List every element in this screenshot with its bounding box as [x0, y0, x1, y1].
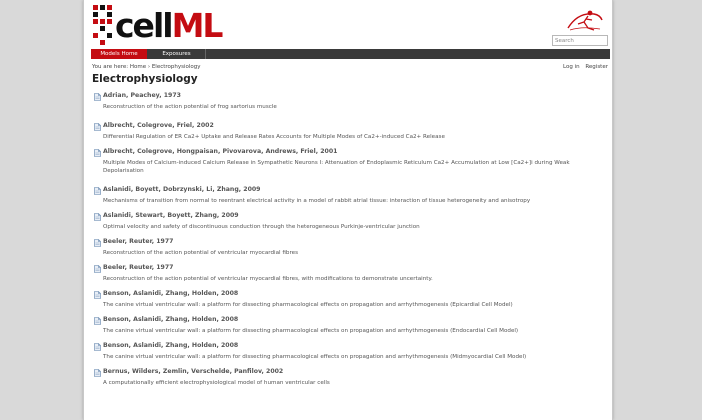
list-item [92, 264, 608, 283]
document-icon [94, 343, 101, 351]
model-title-link[interactable]: Aslanidi, Boyett, Dobrzynski, Li, Zhang, 2009 [103, 186, 261, 193]
model-title-link[interactable]: Beeler, Reuter, 1977 [103, 238, 174, 245]
model-description: Differential Regulation of ER Ca2+ Uptake and Release Rates Accounts for Multiple Modes of Ca2+-induced Ca2+ Release [103, 134, 445, 140]
list-item [92, 186, 608, 205]
list-item [92, 290, 608, 309]
model-title-link[interactable]: Bernus, Wilders, Zemlin, Verschelde, Panfilov, 2002 [103, 368, 284, 375]
document-icon [94, 265, 101, 273]
model-title-link[interactable]: Benson, Aslanidi, Zhang, Holden, 2008 [103, 342, 239, 349]
model-description: Mechanisms of transition from normal to reentrant electrical activity in a model of rabbit atrial tissue: interaction of tissue heterogeneity and anisotropy [103, 198, 531, 204]
list-item [92, 212, 608, 231]
model-description: Reconstruction of the action potential of ventricular myocardial fibres, with modifications to demonstrate uncertainty. [103, 276, 433, 282]
document-icon [94, 239, 101, 247]
model-description: Optimal velocity and safety of discontinuous conduction through the heterogeneous Purkinje-ventricular junction [103, 224, 420, 230]
document-icon [94, 149, 101, 157]
document-icon [94, 213, 101, 221]
model-description: Reconstruction of the action potential of frog sartorius muscle [103, 104, 277, 110]
model-title-link[interactable]: Benson, Aslanidi, Zhang, Holden, 2008 [103, 290, 239, 297]
model-description: The canine virtual ventricular wall: a platform for dissecting pharmacological effects on propagation and arrhythmogenesis (Epicardial Cell Model) [103, 302, 513, 308]
model-title-link[interactable]: Albrecht, Colegrove, Hongpaisan, Pivovarova, Andrews, Friel, 2001 [103, 148, 338, 155]
tab-models-home[interactable]: Models Home [91, 49, 147, 59]
model-title-link[interactable]: Aslanidi, Stewart, Boyett, Zhang, 2009 [103, 212, 239, 219]
model-title-link[interactable]: Benson, Aslanidi, Zhang, Holden, 2008 [103, 316, 239, 323]
breadcrumb-prefix: You are here: [92, 64, 129, 70]
document-icon [94, 369, 101, 377]
model-list [92, 92, 608, 394]
model-description: Reconstruction of the action potential of ventricular myocardial fibres [103, 250, 298, 256]
breadcrumb [92, 64, 201, 71]
model-title-link[interactable]: Albrecht, Colegrove, Friel, 2002 [103, 122, 214, 129]
document-icon [94, 317, 101, 325]
breadcrumb-separator: › [147, 64, 151, 70]
tab-exposures[interactable]: Exposures [148, 49, 206, 59]
auth-links [559, 64, 608, 71]
search-input[interactable] [552, 35, 608, 46]
main-nav [91, 49, 610, 59]
page-container [83, 0, 613, 420]
list-item [92, 238, 608, 257]
document-icon [94, 291, 101, 299]
document-icon [94, 187, 101, 195]
model-description: The canine virtual ventricular wall: a platform for dissecting pharmacological effects on propagation and arrhythmogenesis (Endocardial Cell Model) [103, 328, 519, 334]
physiome-runner-icon [564, 8, 604, 34]
register-link[interactable]: Register [585, 64, 608, 70]
list-item [92, 92, 608, 111]
list-item [92, 368, 608, 387]
list-item [92, 122, 608, 141]
list-item [92, 316, 608, 335]
document-icon [94, 123, 101, 131]
page-title: Electrophysiology [92, 73, 198, 85]
breadcrumb-current: Electrophysiology [151, 64, 201, 70]
logo-wordmark[interactable]: cellML [115, 6, 222, 45]
model-description: A computationally efficient electrophysiological model of human ventricular cells [103, 380, 330, 386]
breadcrumb-home-link[interactable]: Home [129, 64, 147, 70]
document-icon [94, 93, 101, 101]
model-title-link[interactable]: Beeler, Reuter, 1977 [103, 264, 174, 271]
model-title-link[interactable]: Adrian, Peachey, 1973 [103, 92, 181, 99]
login-link[interactable]: Log in [563, 64, 580, 70]
model-description: Multiple Modes of Calcium-induced Calcium Release in Sympathetic Neurons I: Attenuation of Endoplasmic Reticulum Ca2+ Accumulation at Low [Ca2+]i during Weak Depolarisation [103, 160, 570, 174]
model-description: The canine virtual ventricular wall: a platform for dissecting pharmacological effects on propagation and arrhythmogenesis (Midmyocardial Cell Model) [103, 354, 527, 360]
list-item [92, 342, 608, 361]
list-item [92, 148, 608, 175]
